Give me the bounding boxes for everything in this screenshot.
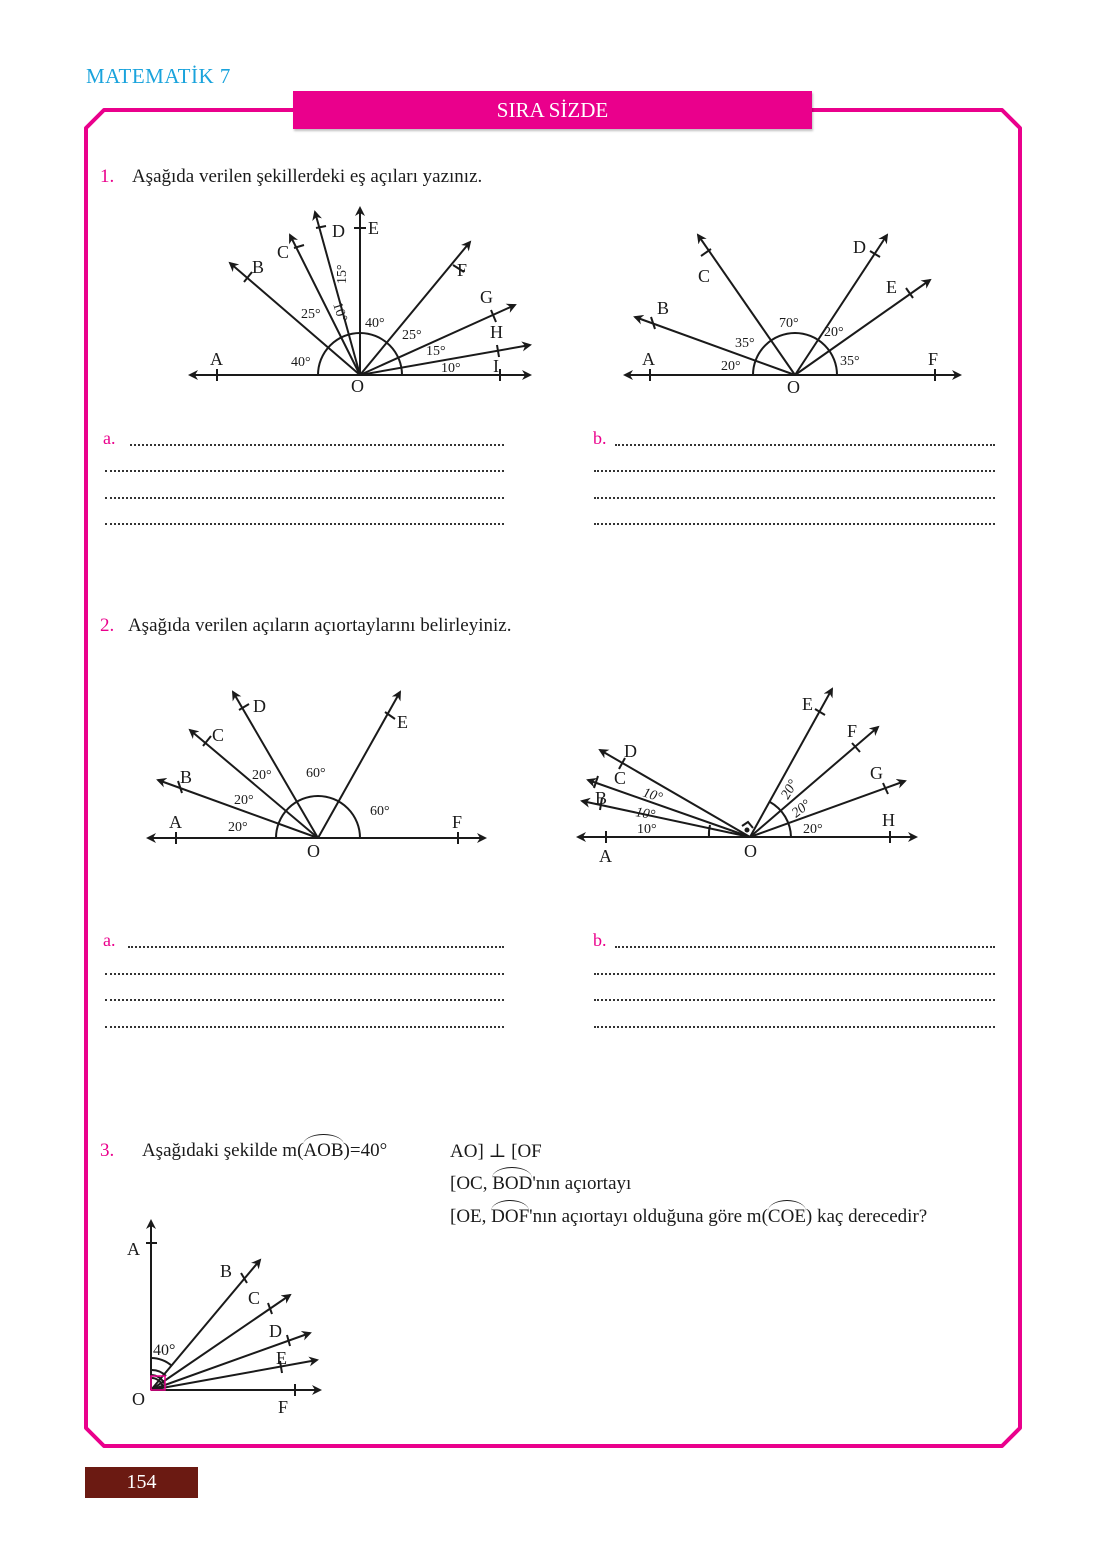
point-A: A (127, 1239, 140, 1259)
q2-answer-b-line-2[interactable] (594, 973, 995, 975)
point-C: C (212, 725, 225, 745)
arc-AOB: AOB (303, 1140, 344, 1161)
ray-OB (635, 317, 795, 375)
q1-answer-b-line-1[interactable] (615, 444, 995, 446)
q2-answer-a-line-1[interactable] (128, 946, 504, 948)
q1-answer-b-line-3[interactable] (594, 497, 995, 499)
question-1-text: Aşağıda verilen şekillerdeki eş açıları yazınız. (131, 166, 483, 187)
question-2-number: 2. (100, 615, 115, 636)
point-H: H (882, 810, 895, 830)
point-F: F (847, 721, 858, 741)
q1-answer-a-line-2[interactable] (105, 470, 504, 472)
q1-answer-a-line-1[interactable] (130, 444, 504, 446)
q3-figure (120, 1215, 340, 1415)
q3-condition-3: [OE, DOF'nın açıortayı olduğuna göre m(COE) kaç derecedir? (450, 1206, 928, 1227)
arc-BOD: BOD (492, 1173, 533, 1194)
angle-EOF: 40° (365, 316, 385, 331)
angle-BOC: 10° (634, 805, 657, 824)
point-F: F (278, 1397, 289, 1417)
q2-answer-a-line-4[interactable] (105, 1026, 504, 1028)
q1-answer-a-line-4[interactable] (105, 523, 504, 525)
point-B: B (220, 1261, 233, 1281)
angle-GOH: 20° (803, 822, 823, 837)
point-D: D (253, 696, 266, 716)
question-3: 3. Aşağıdaki şekilde m(AOB)=40° (100, 1140, 388, 1161)
q2-answer-a-line-3[interactable] (105, 999, 504, 1001)
ray-OE (151, 1360, 317, 1390)
point-F: F (452, 812, 463, 832)
point-G: G (480, 287, 493, 307)
point-E: E (397, 712, 408, 732)
q1-answer-b-line-4[interactable] (594, 523, 995, 525)
question-3-number: 3. (100, 1140, 115, 1161)
ray-OC (290, 235, 360, 375)
q1-figure-b (615, 225, 975, 405)
ray-OC (698, 235, 795, 375)
point-G: G (870, 763, 883, 783)
point-A: A (599, 846, 612, 866)
point-O: O (351, 376, 364, 396)
point-O: O (744, 841, 757, 861)
angle-DOE: 15° (335, 264, 350, 284)
angle-COD: 10° (640, 785, 665, 806)
point-B: B (595, 788, 608, 808)
point-D: D (624, 741, 637, 761)
question-2-text: Aşağıda verilen açıların açıortaylarını belirleyiniz. (127, 615, 512, 636)
angle-AOB: 40° (291, 355, 311, 370)
arc-COE: COE (767, 1206, 806, 1227)
q2-figure-a (140, 680, 500, 860)
q1-answer-b-line-2[interactable] (594, 470, 995, 472)
angle-AOB: 40° (153, 1342, 176, 1359)
point-O: O (132, 1389, 145, 1409)
arc-semicircle (276, 796, 360, 838)
section-banner: SIRA SİZDE (293, 91, 812, 129)
point-I: I (493, 356, 499, 376)
angle-AOB: 10° (637, 822, 657, 837)
q2-figure-b (570, 685, 930, 870)
angle-FOG: 20° (789, 797, 814, 822)
angle-HOI: 10° (441, 361, 461, 376)
angle-BOC: 20° (234, 793, 254, 808)
point-O: O (787, 377, 800, 397)
angle-COD: 20° (252, 768, 272, 783)
angle-AOB: 20° (228, 820, 248, 835)
q2-answer-a-line-2[interactable] (105, 973, 504, 975)
angle-DOE: 20° (824, 325, 844, 340)
point-O: O (307, 841, 320, 861)
point-A: A (169, 812, 182, 832)
point-F: F (457, 260, 468, 280)
q2-answer-a-label: a. (103, 930, 116, 950)
q1-answer-a-line-3[interactable] (105, 497, 504, 499)
point-D: D (269, 1321, 282, 1341)
point-E: E (368, 218, 379, 238)
q3-condition-1: AO] ⊥ [OF (450, 1141, 542, 1162)
subject-title: MATEMATİK 7 (86, 64, 231, 88)
q1-answer-b-label: b. (593, 428, 607, 448)
angle-BOC: 35° (735, 336, 755, 351)
point-E: E (802, 694, 813, 714)
angle-DOE: 60° (306, 766, 326, 781)
point-E: E (886, 277, 897, 297)
point-D: D (332, 221, 345, 241)
question-2 (100, 615, 511, 637)
angle-FOG: 25° (402, 328, 422, 343)
point-F: F (928, 349, 939, 369)
ray-OF (360, 242, 470, 375)
point-B: B (180, 767, 193, 787)
angle-GOH: 15° (426, 344, 446, 359)
point-H: H (490, 322, 503, 342)
q1-answer-a-label: a. (103, 428, 116, 448)
angle-EOF: 60° (370, 804, 390, 819)
point-C: C (698, 266, 711, 286)
ray-OD (233, 692, 318, 838)
angle-BOC: 25° (301, 307, 321, 322)
point-E: E (276, 1348, 287, 1368)
q2-answer-b-label: b. (593, 930, 607, 950)
question-1-number: 1. (100, 166, 115, 187)
q1-figure-a (170, 200, 550, 410)
angle-EOF: 35° (840, 354, 860, 369)
q2-answer-b-line-1[interactable] (615, 946, 995, 948)
ray-OF (750, 727, 878, 837)
ray-OC (190, 730, 318, 838)
angle-COD: 70° (779, 316, 799, 331)
q2-answer-b-line-3[interactable] (594, 999, 995, 1001)
angle-COD: 10° (329, 300, 350, 324)
q3-condition-2: [OC, BOD'nın açıortayı (450, 1173, 632, 1194)
q2-answer-b-line-4[interactable] (594, 1026, 995, 1028)
page-number: 154 (85, 1467, 198, 1498)
angle-AOB: 20° (721, 359, 741, 374)
point-C: C (248, 1288, 261, 1308)
arc-40 (151, 1358, 172, 1366)
point-C: C (614, 768, 627, 788)
point-B: B (252, 257, 265, 277)
point-A: A (210, 349, 223, 369)
arc-DOF: DOF (491, 1206, 530, 1227)
question-1 (100, 166, 482, 188)
angle-EOF: 20° (778, 777, 802, 802)
point-C: C (277, 242, 290, 262)
point-D: D (853, 237, 866, 257)
point-B: B (657, 298, 670, 318)
point-A: A (642, 349, 655, 369)
